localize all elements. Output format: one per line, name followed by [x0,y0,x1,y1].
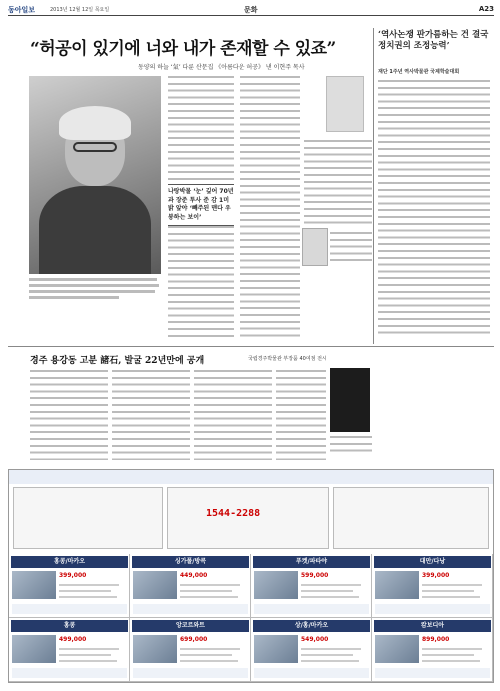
ad-cell-price: 699,000 [180,636,208,643]
article2-headline: 경주 용강동 고분 諸石, 발굴 22년만에 공개 [30,356,205,366]
ad-cell-title: 싱가폴/방콕 [132,556,249,568]
ad-banner-left[interactable] [13,487,163,549]
article-headline: “허공이 있기에 너와 내가 존재할 수 있죠” [30,39,336,59]
issue-date: 2013년 12월 12일 목요일 [50,7,110,13]
article2-subhead: 국립경주박물관 부장품 40여점 전시 [248,356,327,362]
ad-cell[interactable] [251,618,372,682]
article2-body-col1 [30,370,108,460]
ad-cell-title: 캄보디아 [374,620,491,632]
artifact-photo [330,368,370,432]
masthead [8,5,494,16]
ad-cell[interactable] [9,618,130,682]
article-body-col1 [168,76,234,180]
photo-glasses-shape [73,142,117,152]
article2-body-col3 [194,370,272,460]
article-body-col1b [168,226,234,338]
ad-header-bar [9,470,493,484]
ad-cell-image [133,571,177,599]
photo-hair-shape [59,106,131,140]
ad-cell-title: 대만/다낭 [374,556,491,568]
article-subhead: 동양의 하늘 ‘氣’ 다룬 산문집 《아름다운 허공》 낸 이현주 목사 [138,64,305,71]
ad-banner-right[interactable] [333,487,489,549]
section-divider [8,346,494,347]
article2-body-col2 [112,370,190,460]
ad-cell-image [254,635,298,663]
column-divider-right [373,28,374,344]
article-body-col2 [240,76,300,338]
ad-cell-title: 홍콩 [11,620,128,632]
book-cover-small [302,228,328,266]
ad-cell-image [12,571,56,599]
ad-cell-price: 399,000 [59,572,87,579]
newspaper-name: 동아일보 [8,6,36,14]
artifact-caption [330,436,372,456]
ad-cell-price: 399,000 [422,572,450,579]
photo-caption [29,278,162,299]
right-article-subhead: 재단 1주년 역사박물관 국제학술대회 [378,69,460,75]
page-number: A23 [478,5,494,13]
ad-cell[interactable] [130,554,251,618]
article2-body-col4 [276,370,326,460]
ad-cell-title: 상/홍/마카오 [253,620,370,632]
ad-cell[interactable] [130,618,251,682]
ad-cell-price: 599,000 [301,572,329,579]
ad-grid [9,554,493,682]
book-caption [330,232,372,262]
portrait-photo [29,76,161,274]
ad-cell-price: 549,000 [301,636,329,643]
ad-cell[interactable] [372,618,493,682]
ad-cell-title: 푸켓/파타야 [253,556,370,568]
ad-banner-center[interactable] [167,487,329,549]
pull-quote: 나랑박물 ‘눈’ 깊어 70년과 장준 투사 준 감 1미밝 앞야 ‘빼주된 맨다 우봉하는 보이’ [168,184,234,226]
travel-ad-section [8,469,494,683]
right-article-headline: ‘역사논쟁 판가름하는 건 결국 정치권의 조정능력’ [378,30,489,51]
ad-cell-image [375,635,419,663]
ad-cell-price: 449,000 [180,572,208,579]
right-article-body [378,80,490,338]
ad-cell[interactable] [372,554,493,618]
ad-cell-image [12,635,56,663]
photo-body-shape [39,186,151,274]
ad-cell[interactable] [251,554,372,618]
article-body-col3 [304,140,372,226]
book-cover-1 [326,76,364,132]
ad-cell-image [133,635,177,663]
ad-cell[interactable] [9,554,130,618]
ad-cell-price: 499,000 [59,636,87,643]
ad-cell-image [254,571,298,599]
ad-cell-price: 899,000 [422,636,450,643]
ad-phone-number: 1544-2288 [206,508,261,519]
ad-cell-image [375,571,419,599]
section-title: 문화 [244,6,258,14]
ad-cell-title: 앙코르와트 [132,620,249,632]
ad-cell-title: 홍콩/마카오 [11,556,128,568]
